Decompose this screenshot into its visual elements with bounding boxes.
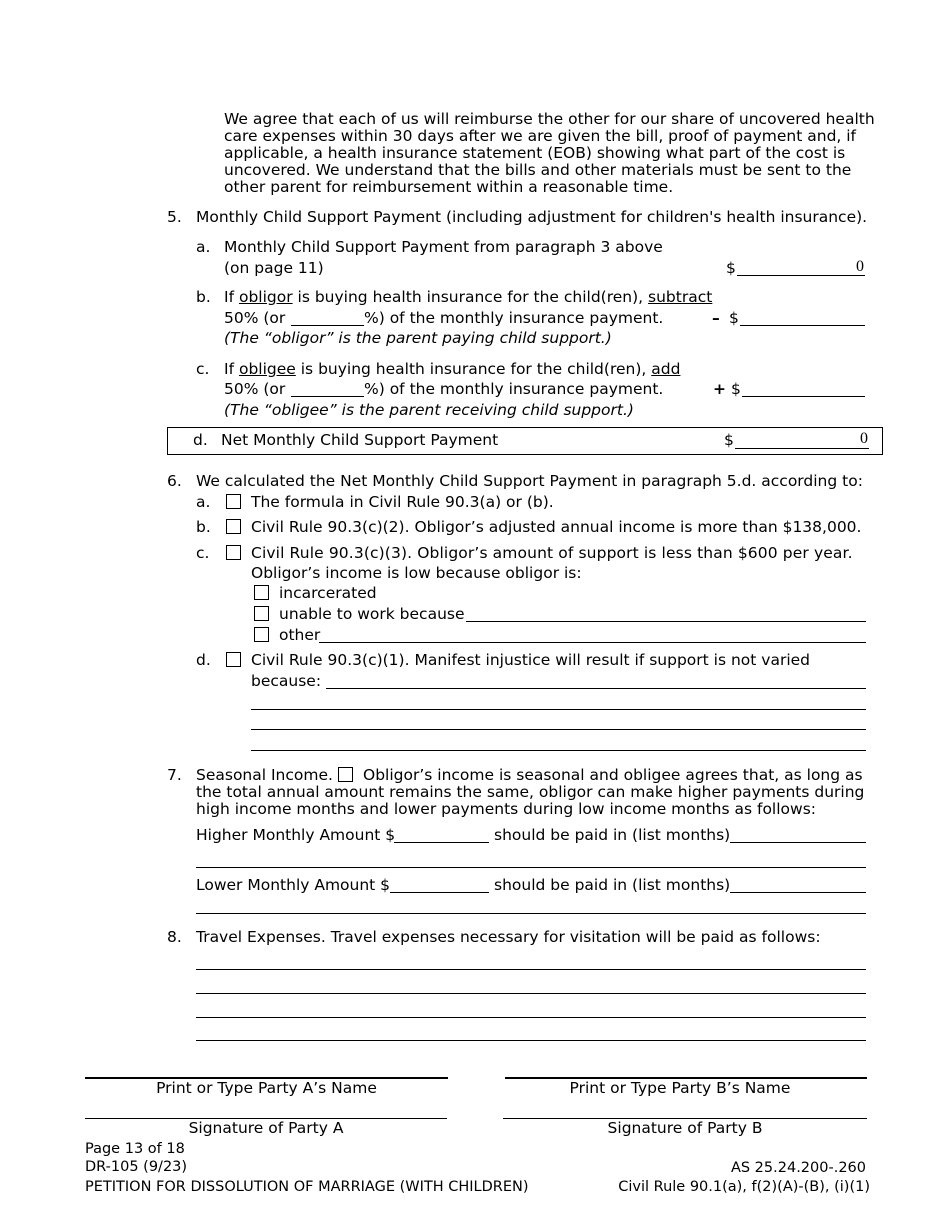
item-letter: c. <box>196 544 210 562</box>
dollar-sign: $ <box>726 259 736 277</box>
lower-months-field[interactable] <box>730 892 866 893</box>
percent-field-5c[interactable] <box>291 396 364 397</box>
item-text: Monthly Child Support Payment from paragraph 3 above <box>224 238 663 256</box>
percent-field-5b[interactable] <box>291 325 364 326</box>
checkbox-6c[interactable] <box>226 545 241 560</box>
other-reason-field[interactable] <box>319 642 866 643</box>
party-b-signature-label: Signature of Party B <box>607 1119 763 1137</box>
injustice-reason-field[interactable] <box>326 688 866 689</box>
amount-field-5d[interactable] <box>735 448 869 449</box>
intro-line: other parent for reimbursement within a reasonable time. <box>224 178 674 196</box>
unable-to-work-reason-field[interactable] <box>466 621 866 622</box>
checkbox-6d[interactable] <box>226 652 241 667</box>
intro-line: We agree that each of us will reimburse the other for our share of uncovered health <box>224 110 875 128</box>
item-text: the total annual amount remains the same, obligor can make higher payments during <box>196 783 865 801</box>
text: 50% (or <box>224 309 286 327</box>
text: 50% (or <box>224 380 286 398</box>
obligee-term: obligee <box>238 360 296 378</box>
lower-amount-field[interactable] <box>390 892 489 893</box>
item-text: Net Monthly Child Support Payment <box>221 431 499 449</box>
item-text: should be paid in (list months) <box>494 826 731 844</box>
item-text: (on page 11) <box>224 259 324 277</box>
item-text: Obligor’s income is low because obligor is: <box>251 564 582 582</box>
intro-line: care expenses within 30 days after we are given the bill, proof of payment and, if <box>224 127 857 145</box>
form-title: PETITION FOR DISSOLUTION OF MARRIAGE (WITH CHILDREN) <box>85 1179 529 1195</box>
injustice-reason-field[interactable] <box>251 750 866 751</box>
section-heading: Monthly Child Support Payment (including adjustment for children's health insurance). <box>196 208 868 226</box>
travel-expenses-field[interactable] <box>196 969 866 970</box>
party-a-signature-label: Signature of Party A <box>188 1119 344 1137</box>
item-text-5c-line1 <box>224 361 680 378</box>
dollar-sign: $ <box>724 431 734 449</box>
item-text-5b-line1 <box>224 289 712 306</box>
section-heading: Travel Expenses. Travel expenses necessary for visitation will be paid as follows: <box>196 928 821 946</box>
amount-value-5a: 0 <box>856 258 864 275</box>
party-b-name-label: Print or Type Party B’s Name <box>569 1079 791 1097</box>
amount-value-5d: 0 <box>860 430 868 447</box>
add-term: add <box>651 360 681 378</box>
lower-amount-label: Lower Monthly Amount $ <box>196 876 391 894</box>
travel-expenses-field[interactable] <box>196 1017 866 1018</box>
item-letter: d. <box>196 651 211 669</box>
option-label: incarcerated <box>279 584 377 602</box>
minus-sign: – <box>712 309 720 327</box>
amount-field-5a[interactable] <box>737 275 865 276</box>
text: %) of the monthly insurance payment. <box>364 380 664 398</box>
item-letter: c. <box>196 360 210 378</box>
item-text: Civil Rule 90.3(c)(1). Manifest injustice will result if support is not varied <box>251 651 810 669</box>
form-number: DR-105 (9/23) <box>85 1159 188 1175</box>
checkbox-6a[interactable] <box>226 494 241 509</box>
item-letter: a. <box>196 238 211 256</box>
item-letter: b. <box>196 518 211 536</box>
text: is buying health insurance for the child(ren), <box>295 360 652 378</box>
plus-sign: + <box>713 380 726 398</box>
obligor-term: obligor <box>238 288 293 306</box>
intro-line: uncovered. We understand that the bills and other materials must be sent to the <box>224 161 852 179</box>
amount-field-5b[interactable] <box>740 325 865 326</box>
item-text: because: <box>251 672 322 690</box>
checkbox-unable-to-work[interactable] <box>254 606 269 621</box>
text: %) of the monthly insurance payment. <box>364 309 664 327</box>
text: is buying health insurance for the child(ren), <box>292 288 649 306</box>
checkbox-incarcerated[interactable] <box>254 585 269 600</box>
checkbox-seasonal[interactable] <box>338 767 353 782</box>
section-number: 7. <box>167 766 182 784</box>
injustice-reason-field[interactable] <box>251 729 866 730</box>
section-heading: We calculated the Net Monthly Child Support Payment in paragraph 5.d. according to: <box>196 472 863 490</box>
section-number: 5. <box>167 208 182 226</box>
item-text: The formula in Civil Rule 90.3(a) or (b). <box>251 493 554 511</box>
item-letter: a. <box>196 493 211 511</box>
higher-amount-label: Higher Monthly Amount $ <box>196 826 396 844</box>
section-number: 6. <box>167 472 182 490</box>
dollar-sign: $ <box>731 380 741 398</box>
item-letter: d. <box>193 431 208 449</box>
section-number: 8. <box>167 928 182 946</box>
text: If <box>224 288 239 306</box>
party-a-name-label: Print or Type Party A’s Name <box>156 1079 377 1097</box>
item-letter: b. <box>196 288 211 306</box>
option-label: unable to work because <box>279 605 465 623</box>
checkbox-other[interactable] <box>254 627 269 642</box>
lower-months-field[interactable] <box>196 913 866 914</box>
rule-reference: Civil Rule 90.1(a), f(2)(A)-(B), (i)(1) <box>618 1179 870 1195</box>
higher-months-field[interactable] <box>196 867 866 868</box>
checkbox-6b[interactable] <box>226 519 241 534</box>
item-text: high income months and lower payments during low income months as follows: <box>196 800 817 818</box>
travel-expenses-field[interactable] <box>196 1040 866 1041</box>
statute-reference: AS 25.24.200-.260 <box>730 1160 866 1176</box>
text: If <box>224 360 239 378</box>
item-text: Civil Rule 90.3(c)(2). Obligor’s adjusted annual income is more than $138,000. <box>251 518 862 536</box>
page-number: Page 13 of 18 <box>85 1141 185 1157</box>
higher-months-field[interactable] <box>730 842 866 843</box>
item-text: should be paid in (list months) <box>494 876 731 894</box>
dollar-sign: $ <box>729 309 739 327</box>
item-text: Civil Rule 90.3(c)(3). Obligor’s amount of support is less than $600 per year. <box>251 544 853 562</box>
subtract-term: subtract <box>648 288 713 306</box>
item-note: (The “obligee” is the parent receiving child support.) <box>224 401 634 419</box>
item-note: (The “obligor” is the parent paying child support.) <box>224 329 612 347</box>
higher-amount-field[interactable] <box>394 842 489 843</box>
intro-line: applicable, a health insurance statement (EOB) showing what part of the cost is <box>224 144 846 162</box>
injustice-reason-field[interactable] <box>251 709 866 710</box>
section-heading: Seasonal Income. <box>196 766 333 784</box>
item-text: Obligor’s income is seasonal and obligee agrees that, as long as <box>363 766 863 784</box>
option-label: other <box>279 626 321 644</box>
travel-expenses-field[interactable] <box>196 993 866 994</box>
amount-field-5c[interactable] <box>742 396 865 397</box>
